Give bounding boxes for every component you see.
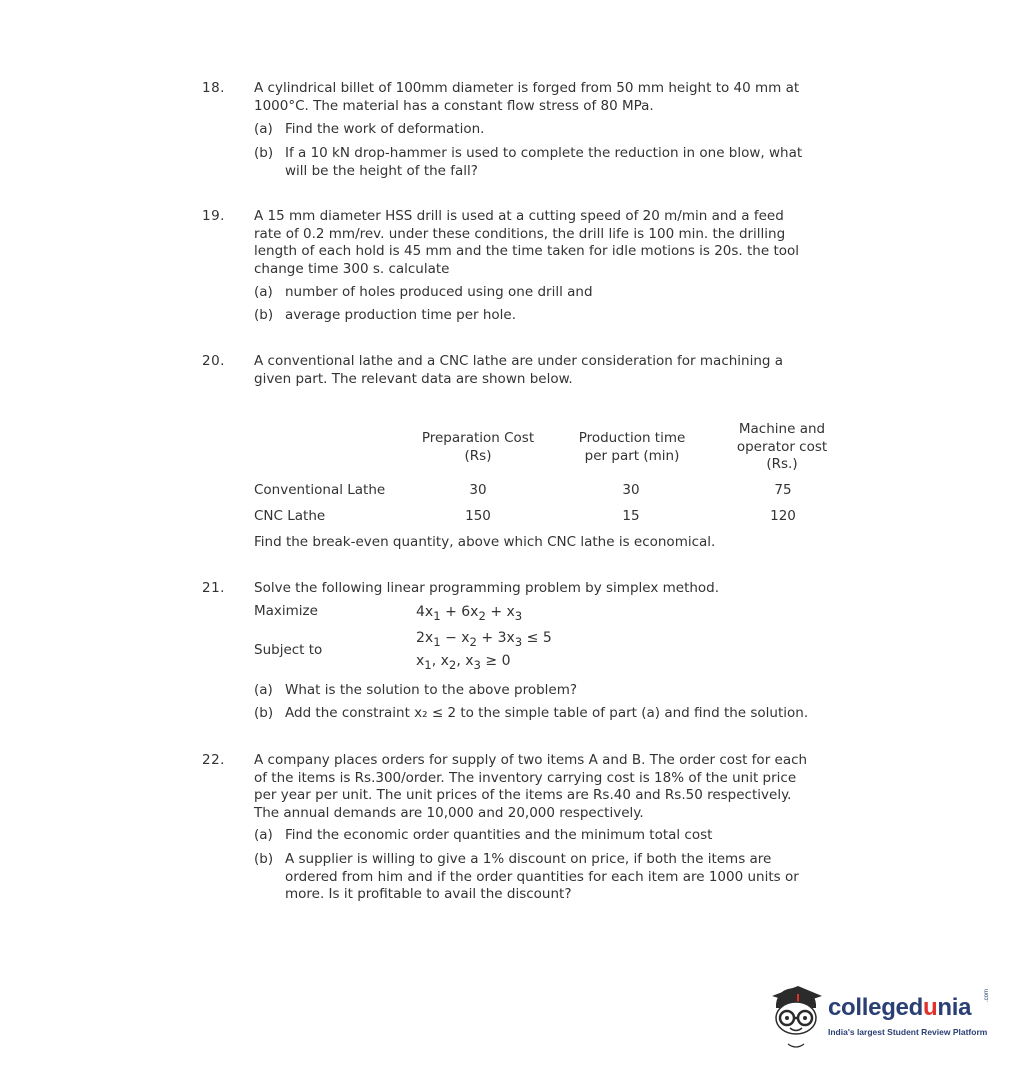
cell-time: 30 — [622, 482, 640, 498]
question-text: A 15 mm diameter HSS drill is used at a cutting speed of 20 m/min and a feed rate of 0.2 mm/rev. under these conditions, the drill life is 100 min. the drilling length of each hold is 45 mm and the time taken for idle motions is 20s. the tool change time 300 s. calculate — [254, 208, 800, 277]
question-text: A cylindrical billet of 100mm diameter is forged from 50 mm height to 40 mm at 1000°C. The material has a constant flow stress of 80 MPa. — [254, 80, 800, 114]
constraint-1: $2x_1 - x_2 + 3x_3 \le 5$ — [416, 630, 552, 649]
row-label: Conventional Lathe — [254, 482, 386, 498]
collegedunia-logo — [768, 982, 998, 1052]
logo-wordmark: collegedunia — [828, 994, 972, 1021]
question-text: A conventional lathe and a CNC lathe are under consideration for machining a given part. The relevant data are shown below. — [254, 353, 784, 387]
subject-to-label: Subject to — [254, 642, 323, 658]
question-number: 21. — [202, 580, 225, 596]
objective-function: $4x_1 + 6x_2 + x_3$ — [416, 604, 523, 623]
row-label: CNC Lathe — [254, 508, 326, 524]
constraint-nonnegativity: $x_1$, $x_2$, $x_3 \ge 0$ — [416, 653, 511, 672]
logo-suffix: .com — [984, 988, 990, 1002]
question-number: 19. — [202, 208, 225, 224]
cell-cost: 75 — [774, 482, 792, 498]
question-number: 20. — [202, 353, 225, 369]
maximize-label: Maximize — [254, 603, 318, 619]
question-text: Solve the following linear programming problem by simplex method. — [254, 580, 720, 596]
header-production-time: Production time per part (min) — [578, 430, 686, 464]
cell-time: 15 — [622, 508, 640, 524]
mascot-icon — [768, 982, 826, 1052]
question-text: A company places orders for supply of two items A and B. The order cost for each of the items is Rs.300/order. The inventory carrying cost is 18% of the unit price per year per unit. The unit prices of the items are Rs.40 and Rs.50 respectively. The annual demands are 10,000 and 20,000 respectively. — [254, 752, 808, 821]
question-number: 22. — [202, 752, 225, 768]
cell-cost: 120 — [770, 508, 796, 524]
question-number: 18. — [202, 80, 225, 96]
header-preparation-cost: Preparation Cost (Rs) — [421, 430, 535, 464]
closing-text: Find the break-even quantity, above which CNC lathe is economical. — [254, 534, 716, 550]
header-machine-cost: Machine and operator cost (Rs.) — [736, 421, 828, 472]
cell-prep: 30 — [469, 482, 487, 498]
cell-prep: 150 — [465, 508, 491, 524]
logo-tagline: India's largest Student Review Platform — [828, 1027, 988, 1037]
